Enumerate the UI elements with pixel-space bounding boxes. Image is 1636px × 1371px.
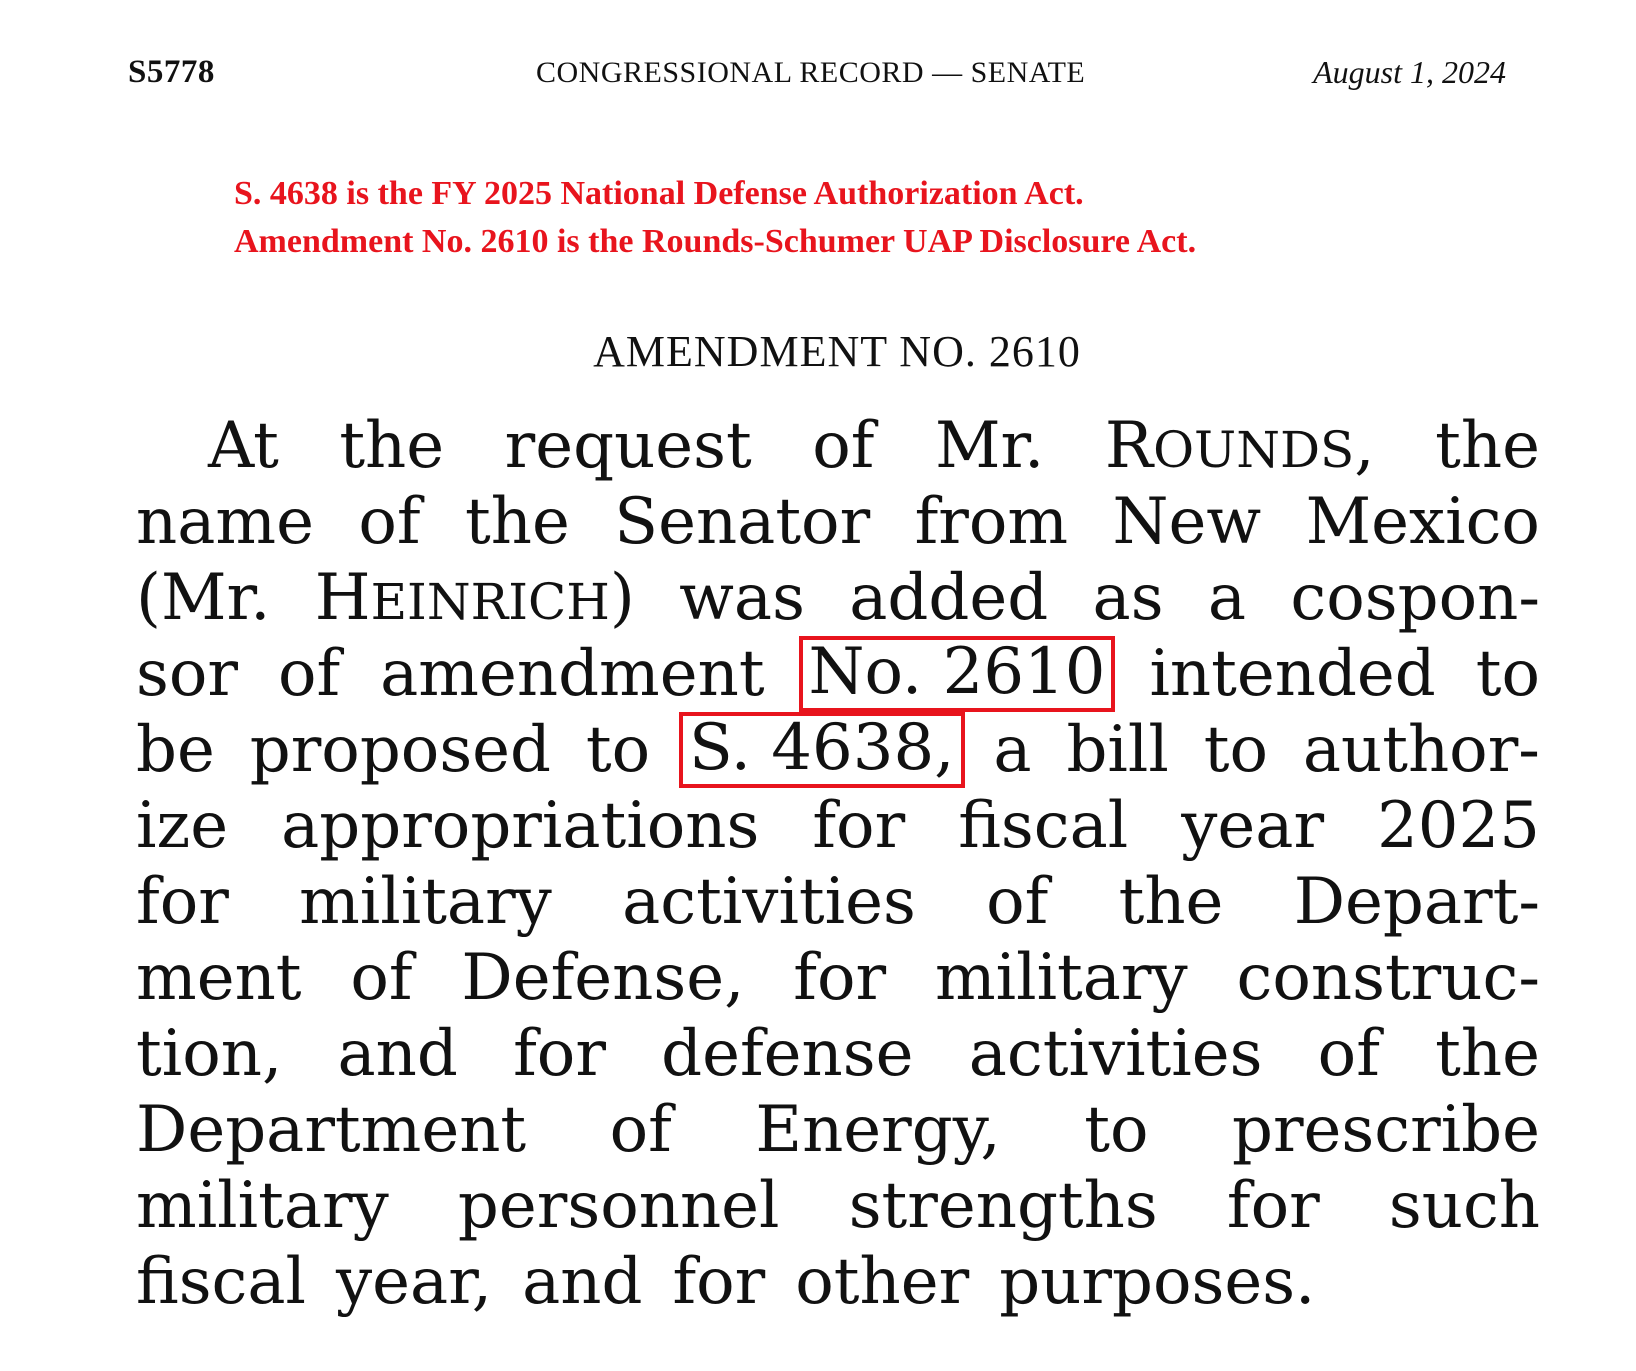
highlight-box-bill: S. 4638, bbox=[679, 712, 964, 788]
text-line: sor of amendment No. 2610 intended to bbox=[136, 635, 1540, 711]
text-line: ment of Defense, for military construc- bbox=[136, 941, 1540, 1015]
red-annotation bbox=[234, 170, 1196, 266]
amendment-heading: AMENDMENT NO. 2610 bbox=[593, 327, 1081, 376]
running-title: CONGRESSIONAL RECORD — SENATE bbox=[536, 56, 1086, 89]
text-line: Department of Energy, to prescribe bbox=[136, 1093, 1540, 1167]
amendment-paragraph bbox=[136, 408, 1540, 1320]
text-line: (Mr. HEINRICH) was added as a cospon- bbox=[136, 561, 1540, 635]
text-line: military personnel strengths for such bbox=[136, 1169, 1540, 1243]
text-line: ize appropriations for fiscal year 2025 bbox=[136, 789, 1540, 863]
senator-heinrich: HEINRICH) bbox=[314, 561, 635, 635]
text-line: At the request of Mr. ROUNDS, the bbox=[208, 409, 1540, 483]
annotation-line-1: S. 4638 is the FY 2025 National Defense Authorization Act. bbox=[234, 175, 1084, 212]
text-line: be proposed to S. 4638, a bill to author- bbox=[136, 711, 1540, 787]
page-number: S5778 bbox=[128, 54, 215, 90]
senator-rounds: ROUNDS, bbox=[1104, 409, 1375, 483]
highlight-box-amendment: No. 2610 bbox=[799, 636, 1116, 712]
header-date: August 1, 2024 bbox=[1313, 54, 1506, 90]
text-line: for military activities of the Depart- bbox=[136, 865, 1540, 939]
text-line: tion, and for defense activities of the bbox=[136, 1017, 1540, 1091]
text-line: name of the Senator from New Mexico bbox=[136, 485, 1540, 559]
annotation-line-2: Amendment No. 2610 is the Rounds-Schumer UAP Disclosure Act. bbox=[234, 223, 1197, 260]
page-header bbox=[0, 48, 1636, 98]
text-line: fiscal year, and for other purposes. bbox=[136, 1245, 1316, 1319]
